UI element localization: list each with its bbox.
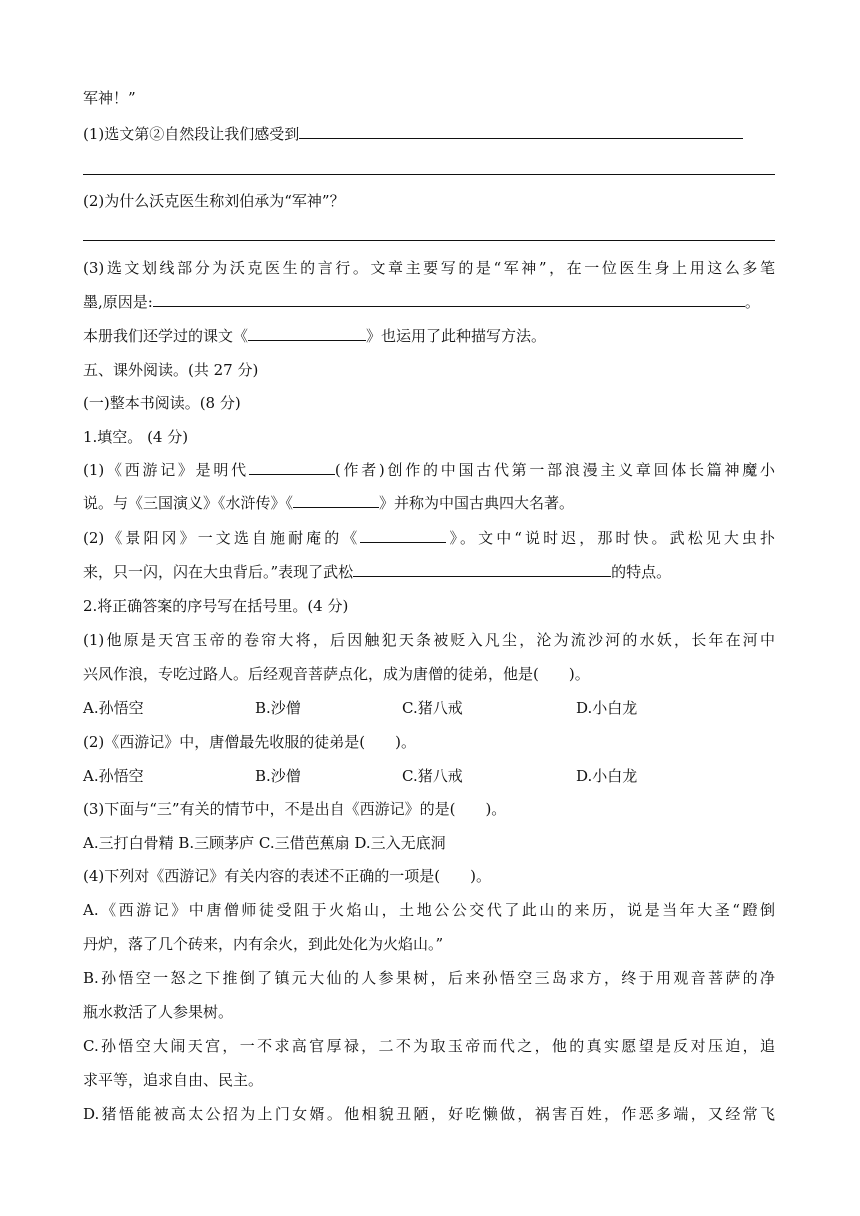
choice-4-option-c-line2[interactable]: 求平等，追求自由、民主。 bbox=[83, 1071, 264, 1089]
fill-1-line2 bbox=[83, 493, 775, 513]
choice-4-option-b-line2[interactable]: 瓶水救活了人参果树。 bbox=[83, 1003, 234, 1021]
choice-1-option-b[interactable]: B.沙僧 bbox=[255, 699, 301, 717]
choice-4-option-c-line1[interactable]: C.孙悟空大闹天宫，一不求高官厚禄，二不为取玉帝而代之，他的真实愿望是反对压迫，追 bbox=[83, 1037, 775, 1055]
fill-2-suffix: 》。文中“说时迟，那时快。武松见大虫扑 bbox=[446, 529, 776, 547]
fill-1b-prefix: 说。与《三国演义》《水浒传》《 bbox=[83, 494, 294, 512]
q4-2-text: (2)为什么沃克医生称刘伯承为“军神”？ bbox=[83, 192, 345, 210]
q4-3-lesson-prefix: 本册我们还学过的课文《 bbox=[83, 327, 249, 345]
choice-4-option-a-line1[interactable]: A.《西游记》中唐僧师徒受阻于火焰山，土地公公交代了此山的来历，说是当年大圣“蹬倒 bbox=[83, 901, 775, 919]
fill-1b-suffix: 》并称为中国古典四大名著。 bbox=[379, 494, 575, 512]
q4-1-answer-blank[interactable] bbox=[299, 124, 743, 139]
fill-1-prefix: (1)《西游记》是明代 bbox=[83, 461, 249, 479]
choice-2-option-c[interactable]: C.猪八戒 bbox=[402, 767, 463, 785]
choice-4-option-b-line1[interactable]: B.孙悟空一怒之下推倒了镇元大仙的人参果树，后来孙悟空三岛求方，终于用观音菩萨的净 bbox=[83, 969, 775, 987]
q4-3-period: 。 bbox=[744, 293, 760, 311]
q4-3-line3 bbox=[83, 326, 775, 346]
fill-2-prefix: (2)《景阳冈》一文选自施耐庵的《 bbox=[83, 529, 361, 547]
choice-1-text-line1: (1)他原是天宫玉帝的卷帘大将，后因触犯天条被贬入凡尘，沦为流沙河的水妖，长年在河中 bbox=[83, 631, 775, 649]
fill-2b-suffix: 的特点。 bbox=[611, 563, 672, 581]
fill-2-trait-blank[interactable] bbox=[353, 562, 611, 577]
fill-1-line1 bbox=[83, 460, 775, 480]
q2-heading: 2.将正确答案的序号写在括号里。(4 分) bbox=[83, 597, 349, 615]
q4-2-answer-line[interactable] bbox=[83, 240, 775, 241]
q4-3-reason-label: 墨,原因是: bbox=[83, 293, 153, 311]
choice-1-text-line2: 兴风作浪，专吃过路人。后经观音菩萨点化，成为唐僧的徒弟，他是( )。 bbox=[83, 665, 590, 683]
choice-1-option-d[interactable]: D.小白龙 bbox=[576, 699, 638, 717]
choice-3-options[interactable]: A.三打白骨精 B.三顾茅庐 C.三借芭蕉扇 D.三入无底洞 bbox=[83, 834, 446, 852]
q4-3-lesson-suffix: 》也运用了此种描写方法。 bbox=[366, 327, 547, 345]
q4-3-text-line1: (3)选文划线部分为沃克医生的言行。文章主要写的是“军神”，在一位医生身上用这么多笔 bbox=[83, 259, 775, 277]
fill-1-suffix: (作者)创作的中国古代第一部浪漫主义章回体长篇神魔小 bbox=[334, 461, 775, 479]
choice-2-option-b[interactable]: B.沙僧 bbox=[255, 767, 301, 785]
fill-1-book-blank[interactable] bbox=[293, 493, 379, 508]
q4-3-line2 bbox=[83, 292, 775, 312]
choice-2-option-a[interactable]: A.孙悟空 bbox=[83, 767, 144, 785]
choice-1-option-a[interactable]: A.孙悟空 bbox=[83, 699, 144, 717]
fill-2b-prefix: 来，只一闪，闪在大虫背后。”表现了武松 bbox=[83, 563, 354, 581]
subsection-1-heading: (一)整本书阅读。(8 分) bbox=[83, 394, 241, 412]
q4-1-answer-line[interactable] bbox=[83, 174, 775, 175]
q4-tail-text: 军神！” bbox=[83, 89, 136, 107]
q4-1-line bbox=[83, 124, 775, 144]
fill-1-author-blank[interactable] bbox=[249, 460, 335, 475]
choice-1-option-c[interactable]: C.猪八戒 bbox=[402, 699, 463, 717]
q1-heading: 1.填空。 (4 分) bbox=[83, 428, 189, 446]
choice-4-option-a-line2[interactable]: 丹炉，落了几个砖来，内有余火，到此处化为火焰山。” bbox=[83, 935, 444, 953]
section-5-heading: 五、课外阅读。(共 27 分) bbox=[83, 361, 259, 379]
q4-3-lesson-blank[interactable] bbox=[248, 326, 366, 341]
q4-3-reason-blank[interactable] bbox=[153, 292, 745, 307]
choice-2-text: (2)《西游记》中，唐僧最先收服的徒弟是( )。 bbox=[83, 733, 416, 751]
q4-1-text: (1)选文第②自然段让我们感受到 bbox=[83, 125, 300, 143]
choice-3-text: (3)下面与“三”有关的情节中，不是出自《西游记》的是( )。 bbox=[83, 800, 507, 818]
fill-2-line1 bbox=[83, 528, 775, 548]
fill-2-line2 bbox=[83, 562, 775, 582]
choice-4-option-d-line1[interactable]: D.猪悟能被高太公招为上门女婿。他相貌丑陋，好吃懒做，祸害百姓，作恶多端，又经常飞 bbox=[83, 1105, 775, 1123]
choice-4-text: (4)下列对《西游记》有关内容的表述不正确的一项是( )。 bbox=[83, 867, 491, 885]
choice-2-option-d[interactable]: D.小白龙 bbox=[576, 767, 638, 785]
fill-2-book-blank[interactable] bbox=[360, 528, 446, 543]
